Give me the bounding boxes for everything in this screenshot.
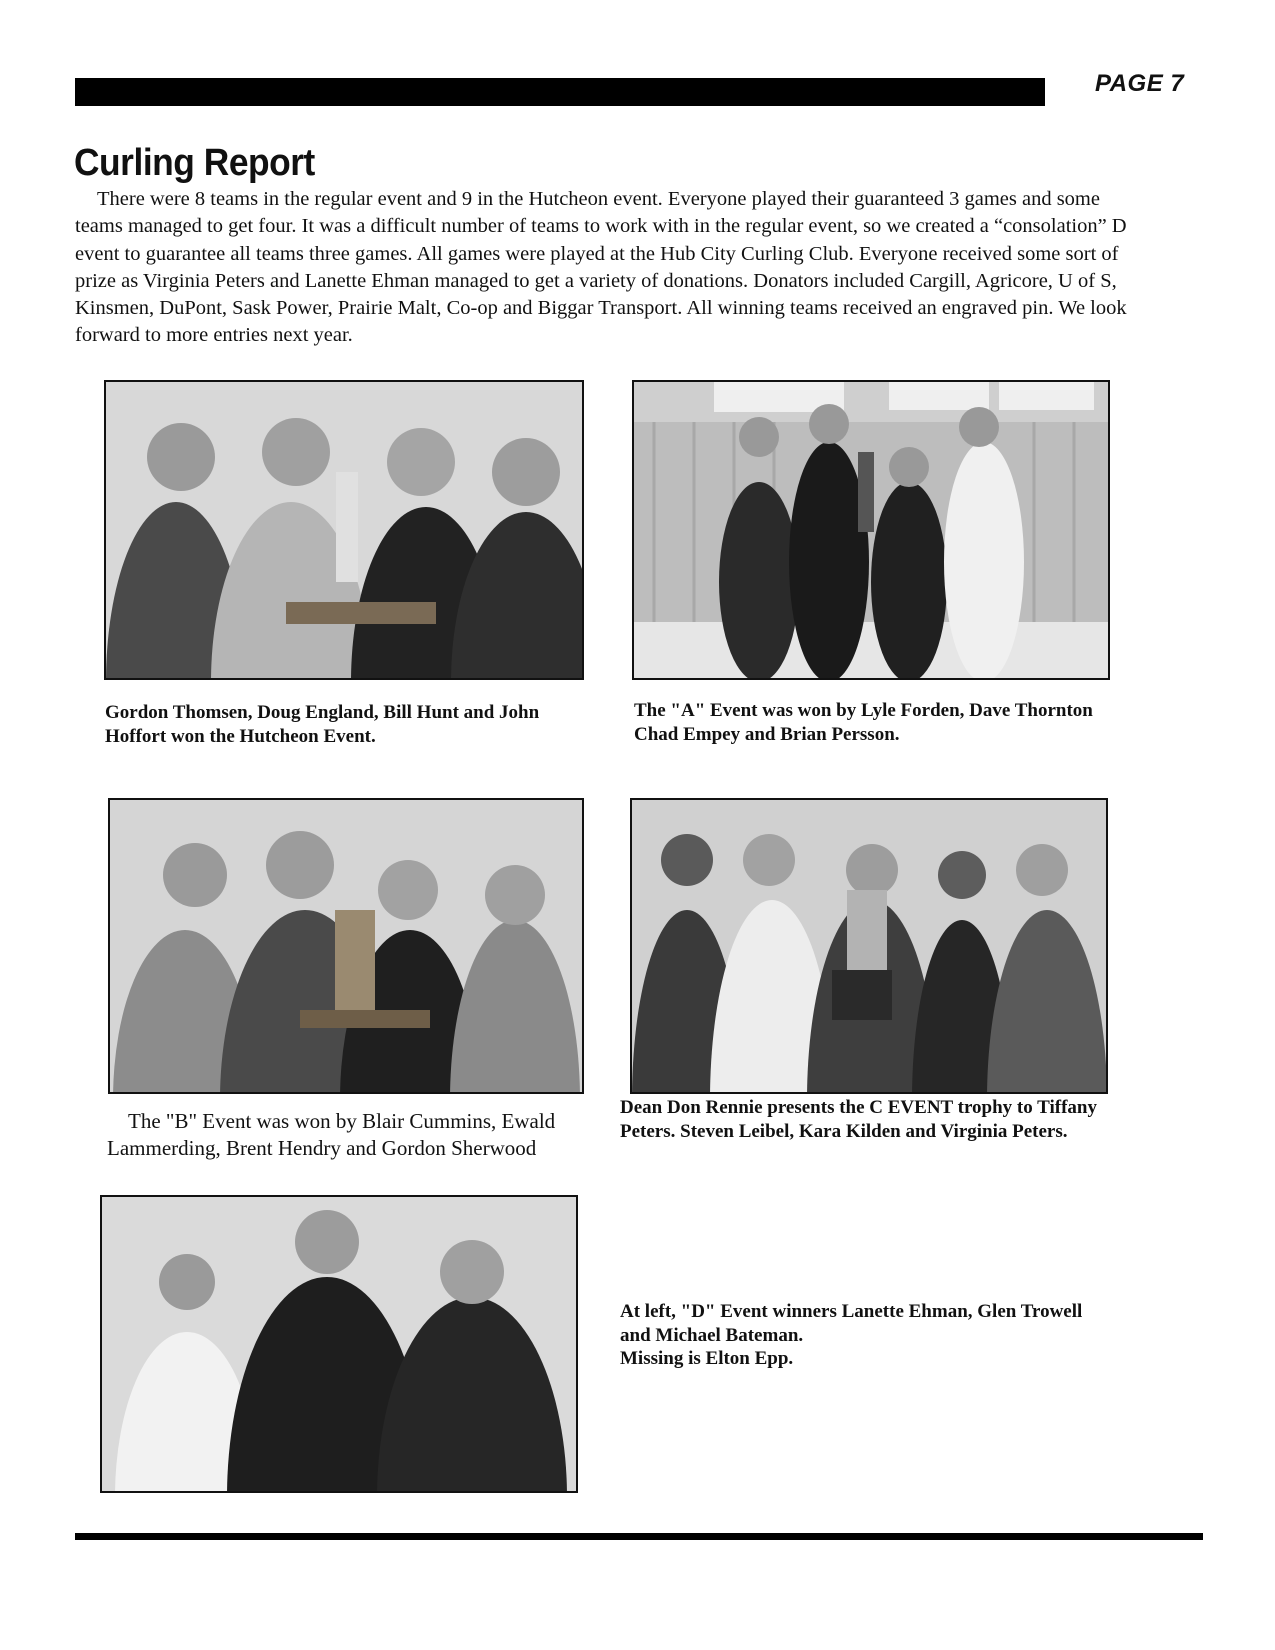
page-number: PAGE 7 (1095, 70, 1185, 97)
header-rule (75, 78, 1045, 106)
photo-a-event (632, 380, 1110, 680)
photo-caption-hutcheon: Gordon Thomsen, Doug England, Bill Hunt and John Hoffort won the Hutcheon Event. (105, 702, 540, 747)
photo-caption-d-event (620, 1300, 1110, 1371)
photo-caption-d-event-line1: At left, "D" Event winners Lanette Ehman, Glen Trowell and Michael Bateman. (620, 1301, 1083, 1346)
photo-caption-b-event: The "B" Event was won by Blair Cummins, Ewald Lammerding, Brent Hendry and Gordon Sherwood (107, 1109, 556, 1160)
photo-hutcheon-event (104, 380, 584, 680)
photo-caption-d-event-line2: Missing is Elton Epp. (620, 1348, 794, 1369)
photo-b-event (108, 798, 584, 1094)
article-title: Curling Report (74, 142, 315, 184)
photo-d-event (100, 1195, 578, 1493)
article-body: There were 8 teams in the regular event and 9 in the Hutcheon event. Everyone played their guaranteed 3 games and some teams managed to get four. It was a difficult number of teams to work with in the regular event, so we created a “consolation” D event to guarantee all teams three games. All games were played at the Hub City Curling Club. Everyone received some sort of prize as Virginia Peters and Lanette Ehman managed to get a variety of donations. Donators included Cargill, Agricore, U of S, Kinsmen, DuPont, Sask Power, Prairie Malt, Co-op and Biggar Transport. All winning teams received an engraved pin. We look forward to more entries next year. (75, 188, 1127, 347)
footer-rule (75, 1533, 1203, 1540)
photo-caption-a-event: The "A" Event was won by Lyle Forden, Dave Thornton Chad Empey and Brian Persson. (634, 700, 1093, 745)
photo-caption-c-event: Dean Don Rennie presents the C EVENT trophy to Tiffany Peters. Steven Leibel, Kara Kilden and Virginia Peters. (620, 1097, 1097, 1142)
photo-c-event (630, 798, 1108, 1094)
